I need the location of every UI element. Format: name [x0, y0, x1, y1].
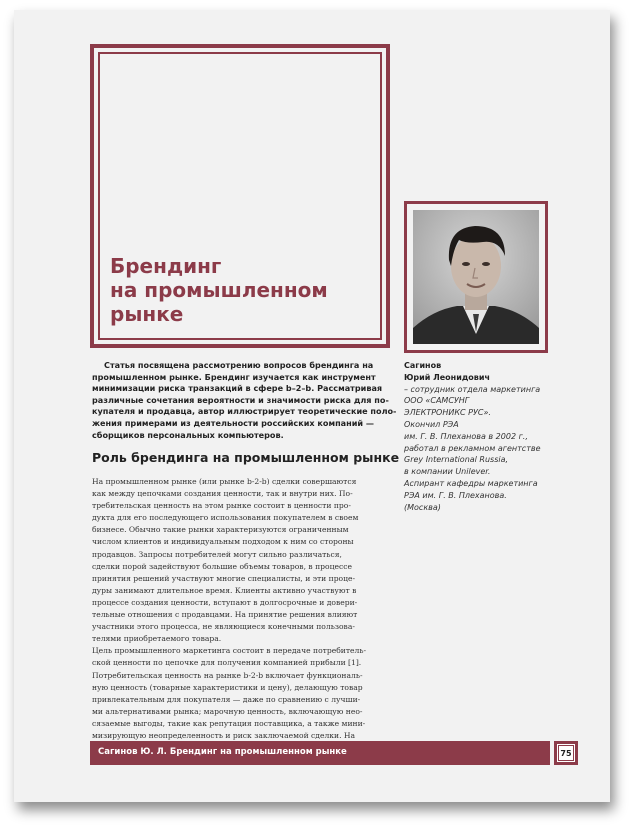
author-bio-line: – сотрудник отдела маркетинга [404, 384, 541, 394]
author-bio-line: Окончил РЭА [404, 419, 459, 429]
author-bio-line: работал в рекламном агентстве [404, 443, 541, 453]
page-number-box [554, 741, 578, 765]
body-line: ми альтернативами рынка; марочную ценность, включающую нео- [92, 706, 363, 716]
running-footer [90, 741, 550, 765]
article-body [92, 476, 396, 742]
lead-line: Статья посвящена рассмотрению вопросов брендинга на [104, 360, 374, 370]
body-line: телями приобретаемого товара. [92, 634, 222, 644]
body-line: принятия решений участвуют многие специалисты, и эти проце- [92, 573, 356, 583]
body-line: требительская ценность на этом рынке состоит в ценности про- [92, 501, 351, 511]
body-line: числом клиентов и индивидуальным подходом к ним со стороны [92, 537, 354, 547]
lead-line: купателя и продавца, автор иллюстрирует теоретические поло- [92, 406, 397, 417]
body-line: сязаемые выгоды, такие как репутация поставщика, а также мини- [92, 718, 366, 728]
magazine-page [14, 10, 610, 802]
body-line: бизнесе. Обычно такие рынки характеризуются ограниченным [92, 525, 349, 535]
lead-line: сборщиков персональных компьютеров. [92, 429, 284, 440]
section-heading: Роль брендинга на промышленном рынке [92, 450, 400, 465]
article-lead [92, 360, 396, 441]
article-title [110, 254, 380, 326]
running-title: Сагинов Ю. Л. Брендинг на промышленном рынке [98, 747, 347, 757]
author-surname: Сагинов [404, 361, 442, 370]
author-bio-line: им. Г. В. Плеханова в 2002 г., [404, 431, 528, 441]
lead-line: промышленном рынке. Брендинг изучается как инструмент [92, 371, 376, 382]
author-given-name: Юрий Леонидович [404, 372, 490, 382]
body-line: мизирующую неопределенность и риск заключаемой сделки. На [92, 730, 356, 740]
title-line: Брендинг [110, 254, 222, 278]
body-line: дукта для его последующего использования покупателем в своем [92, 513, 359, 523]
body-line: участники этого процесса, не являющиеся конечными пользова- [92, 622, 355, 632]
lead-line: минимизации риска транзакций в сфере b–2–b. Рассматривая [92, 383, 383, 394]
body-line: Потребительская ценность на рынке b-2-b включает функциональ- [92, 670, 363, 680]
body-line: процессе создания ценности, вступают в долгосрочные и довери- [92, 597, 358, 607]
author-bio-line: ООО «САМСУНГ [404, 396, 470, 406]
body-line: привлекательным для покупателя — даже по сравнению с лучши- [92, 694, 361, 704]
lead-line: различные сочетания вероятности и значимости риска для по- [92, 394, 389, 405]
author-bio-line: в компании Unilever. [404, 467, 491, 477]
body-line: На промышленном рынке (или рынке b-2-b) сделки совершаются [92, 477, 357, 486]
author-photo [413, 210, 539, 344]
body-line: дуры занимают длительное время. Клиенты активно участвуют в [92, 585, 357, 595]
author-bio-line: (Москва) [404, 502, 441, 512]
author-info [404, 360, 584, 513]
page-number: 75 [558, 745, 574, 761]
body-line: тельные отношения с продавцами. На принятие решения влияют [92, 610, 358, 620]
body-line: ную ценность (товарные характеристики и цену), делающую товар [92, 682, 363, 692]
body-line: Цель промышленного маркетинга состоит в передаче потребитель- [92, 646, 367, 656]
author-bio-line: Аспирант кафедры маркетинга [404, 478, 538, 488]
body-line: сделки порой задействуют большие объемы товаров, в процессе [92, 561, 352, 571]
body-line: продавцов. Запросы потребителей могут сильно различаться, [92, 549, 342, 559]
author-photo-frame [404, 201, 548, 353]
author-bio-line: ЭЛЕКТРОНИКС РУС». [404, 408, 491, 418]
title-line: рынке [110, 302, 184, 326]
body-line: как между цепочками создания ценности, так и внутри них. По- [92, 489, 353, 499]
lead-line: жения примерами из деятельности российских компаний — [92, 417, 374, 428]
author-bio-line: РЭА им. Г. В. Плеханова. [404, 490, 507, 500]
title-line: на промышленном [110, 278, 328, 302]
body-line: ской ценности по цепочке для получения компанией прибыли [1]. [92, 658, 362, 668]
author-bio-line: Grey International Russia, [404, 455, 509, 465]
